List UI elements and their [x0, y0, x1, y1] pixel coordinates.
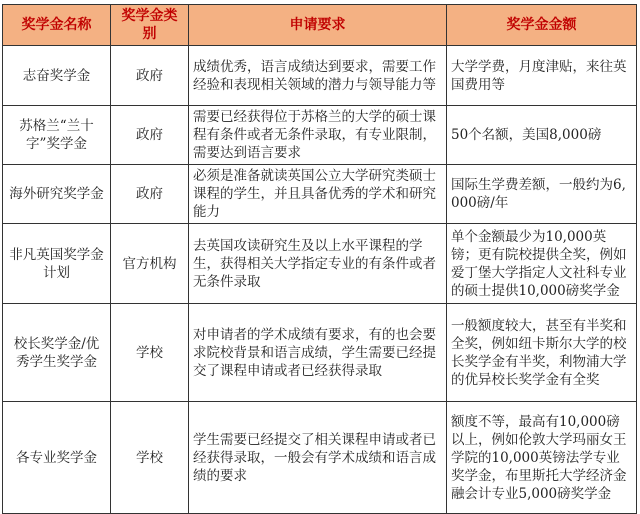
amount-cell: 国际生学费差额，一般约为6,000磅/年	[447, 165, 637, 224]
table-row	[3, 304, 637, 402]
table-row	[3, 224, 637, 304]
amount-cell: 单个金额最少为10,000英镑；更有院校提供全奖，例如爱丁堡大学指定人文社科专业的硕士提供10,000磅奖学金	[447, 224, 637, 304]
requirement-cell: 成绩优秀，语言成绩达到要求，需要工作经验和表现相关领域的潜力与领导能力等	[189, 46, 447, 106]
requirement-cell: 需要已经获得位于苏格兰的大学的硕士课程有条件或者无条件录取，有专业限制，需要达到语言要求	[189, 106, 447, 165]
scholarship-type-cell: 政府	[111, 165, 189, 224]
scholarship-name-cell: 校长奖学金/优秀学生奖学金	[3, 304, 111, 402]
table-row	[3, 106, 637, 165]
scholarship-name-cell: 各专业奖学金	[3, 402, 111, 514]
scholarship-name-cell: 非凡英国奖学金计划	[3, 224, 111, 304]
header-scholarship-name: 奖学金名称	[3, 5, 111, 46]
amount-cell: 大学学费，月度津贴，来往英国费用等	[447, 46, 637, 106]
scholarship-table	[2, 4, 637, 514]
table-row	[3, 165, 637, 224]
amount-cell: 额度不等，最高有10,000磅以上，例如伦敦大学玛丽女王学院的10,000英镑法学专业奖学金，布里斯托大学经济金融会计专业5,000磅奖学金	[447, 402, 637, 514]
requirement-cell: 学生需要已经提交了相关课程申请或者已经获得录取，一般会有学术成绩和语言成绩的要求	[189, 402, 447, 514]
requirement-cell: 必须是准备就读英国公立大学研究类硕士课程的学生，并且具备优秀的学术和研究能力	[189, 165, 447, 224]
requirement-cell: 对申请者的学术成绩有要求，有的也会要求院校背景和语言成绩，学生需要已经提交了课程申请或者已经获得录取	[189, 304, 447, 402]
scholarship-name-cell: 志奋奖学金	[3, 46, 111, 106]
scholarship-name-cell: 苏格兰“兰十字”奖学金	[3, 106, 111, 165]
scholarship-type-cell: 学校	[111, 402, 189, 514]
header-amount: 奖学金金额	[447, 5, 637, 46]
scholarship-type-cell: 政府	[111, 46, 189, 106]
header-requirement: 申请要求	[189, 5, 447, 46]
table-header-row	[3, 5, 637, 46]
table-row	[3, 46, 637, 106]
table-row	[3, 402, 637, 514]
requirement-cell: 去英国攻读研究生及以上水平课程的学生，获得相关大学指定专业的有条件或者无条件录取	[189, 224, 447, 304]
header-scholarship-type: 奖学金类别	[111, 5, 189, 46]
scholarship-type-cell: 官方机构	[111, 224, 189, 304]
scholarship-type-cell: 学校	[111, 304, 189, 402]
scholarship-name-cell: 海外研究奖学金	[3, 165, 111, 224]
amount-cell: 50个名额，美国8,000磅	[447, 106, 637, 165]
scholarship-type-cell: 政府	[111, 106, 189, 165]
amount-cell: 一般额度较大，甚至有半奖和全奖，例如纽卡斯尔大学的校长奖学金有半奖，利物浦大学的优异校长奖学金有全奖	[447, 304, 637, 402]
